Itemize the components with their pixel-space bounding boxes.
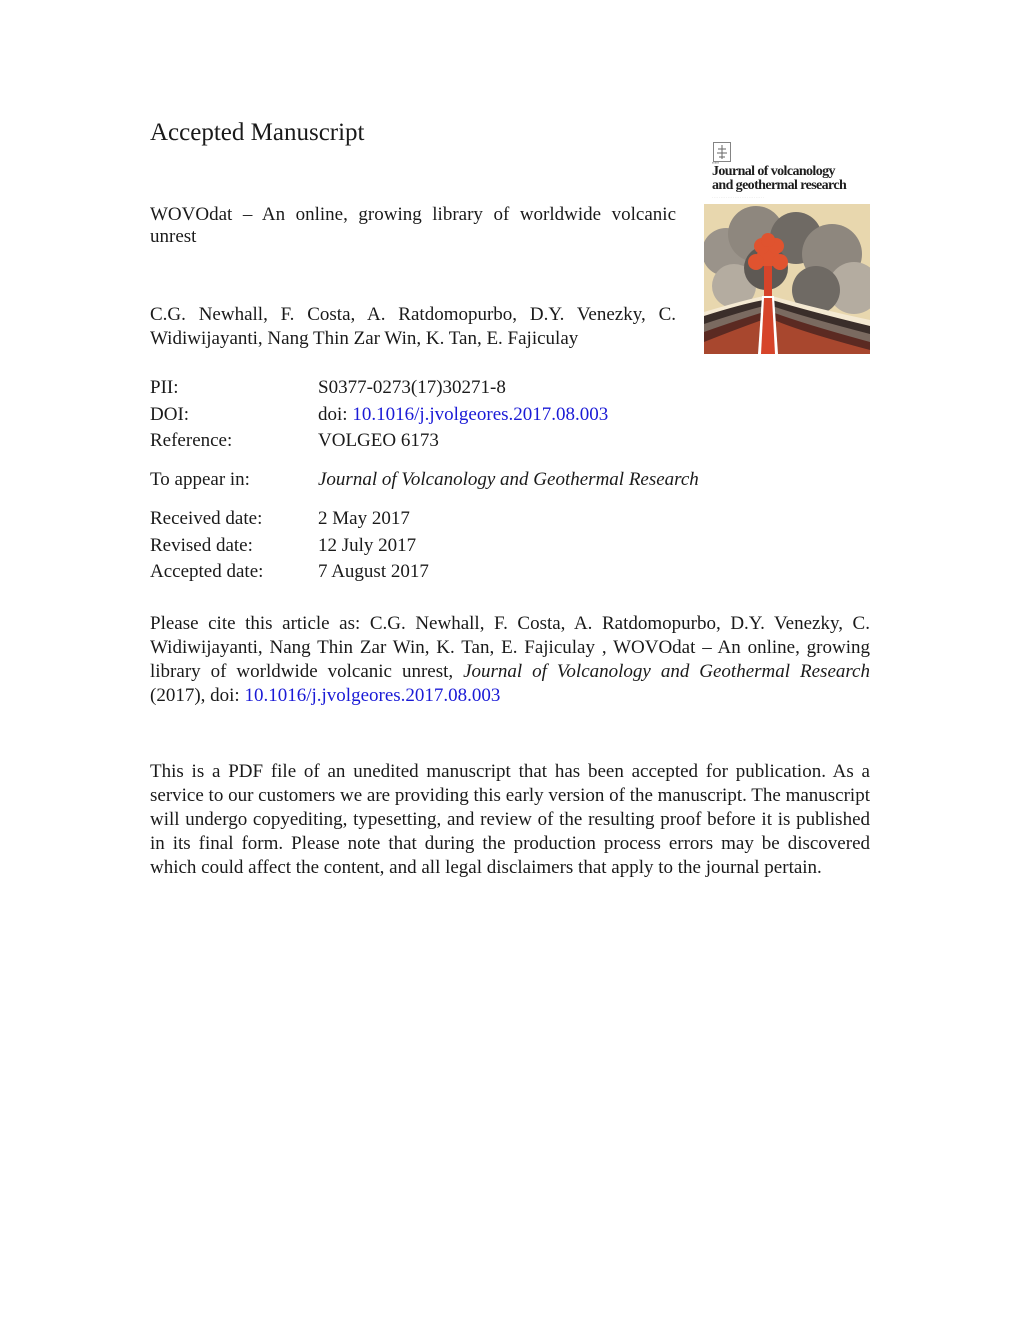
pii-label: PII: [150,377,179,398]
elsevier-logo-icon [713,142,731,162]
cover-volume-line: ▪▪▪▪▪ [712,160,720,165]
citation-lead: Please cite this article as: C.G. Newhall, F. Costa, A. Ratdomopurbo, D.Y. Venezky, C. Widiwijayanti, Nang Thin Zar Win, K. Tan, E. Fajiculay , WOVOdat – An online, growing library of worldwide volcanic unrest, [150,613,870,682]
page-title: Accepted Manuscript [150,119,365,146]
citation-doi-link[interactable]: 10.1016/j.jvolgeores.2017.08.003 [244,685,501,706]
journal-cover [704,140,870,354]
doi-link[interactable]: 10.1016/j.jvolgeores.2017.08.003 [352,404,609,425]
citation-paragraph [150,612,870,708]
received-date-label: Received date: [150,508,263,529]
received-date-value: 2 May 2017 [318,508,410,529]
cover-title-line-2: and geothermal research [712,178,847,193]
reference-value: VOLGEO 6173 [318,430,439,451]
accepted-date-label: Accepted date: [150,561,264,582]
article-authors: C.G. Newhall, F. Costa, A. Ratdomopurbo, D.Y. Venezky, C. Widiwijayanti, Nang Thin Zar Win, K. Tan, E. Fajiculay [150,304,676,349]
citation-journal: Journal of Volcanology and Geothermal Research [463,661,870,682]
revised-date-value: 12 July 2017 [318,535,417,556]
disclaimer-paragraph: This is a PDF file of an unedited manuscript that has been accepted for publication. As a service to our customers we are providing this early version of the manuscript. The manuscript will undergo copyediting, typesetting, and review of the resulting proof before it is published in its final form. Please note that during the production process errors may be discovered which could affect the content, and all legal disclaimers that apply to the journal pertain. [150,761,870,878]
cover-title-line-1: Journal of volcanology [712,164,835,179]
volcano-eruption-illustration [704,204,870,354]
doi-value [318,403,608,427]
article-title: WOVOdat – An online, growing library of worldwide volcanic unrest [150,204,676,247]
revised-date-label: Revised date: [150,535,253,556]
citation-tail: (2017), doi: [150,685,245,706]
pii-value: S0377-0273(17)30271-8 [318,377,506,398]
doi-label: DOI: [150,404,190,425]
doi-prefix: doi: [318,404,353,425]
cover-subtitle-line: · · · · · · · · · · · · · · · · · · · · · · · · · · · · · · [712,196,764,200]
appear-in-label: To appear in: [150,469,250,490]
cover-journal-title [712,165,872,193]
accepted-date-value: 7 August 2017 [318,561,429,582]
appear-in-value: Journal of Volcanology and Geothermal Research [318,469,699,490]
reference-label: Reference: [150,430,233,451]
